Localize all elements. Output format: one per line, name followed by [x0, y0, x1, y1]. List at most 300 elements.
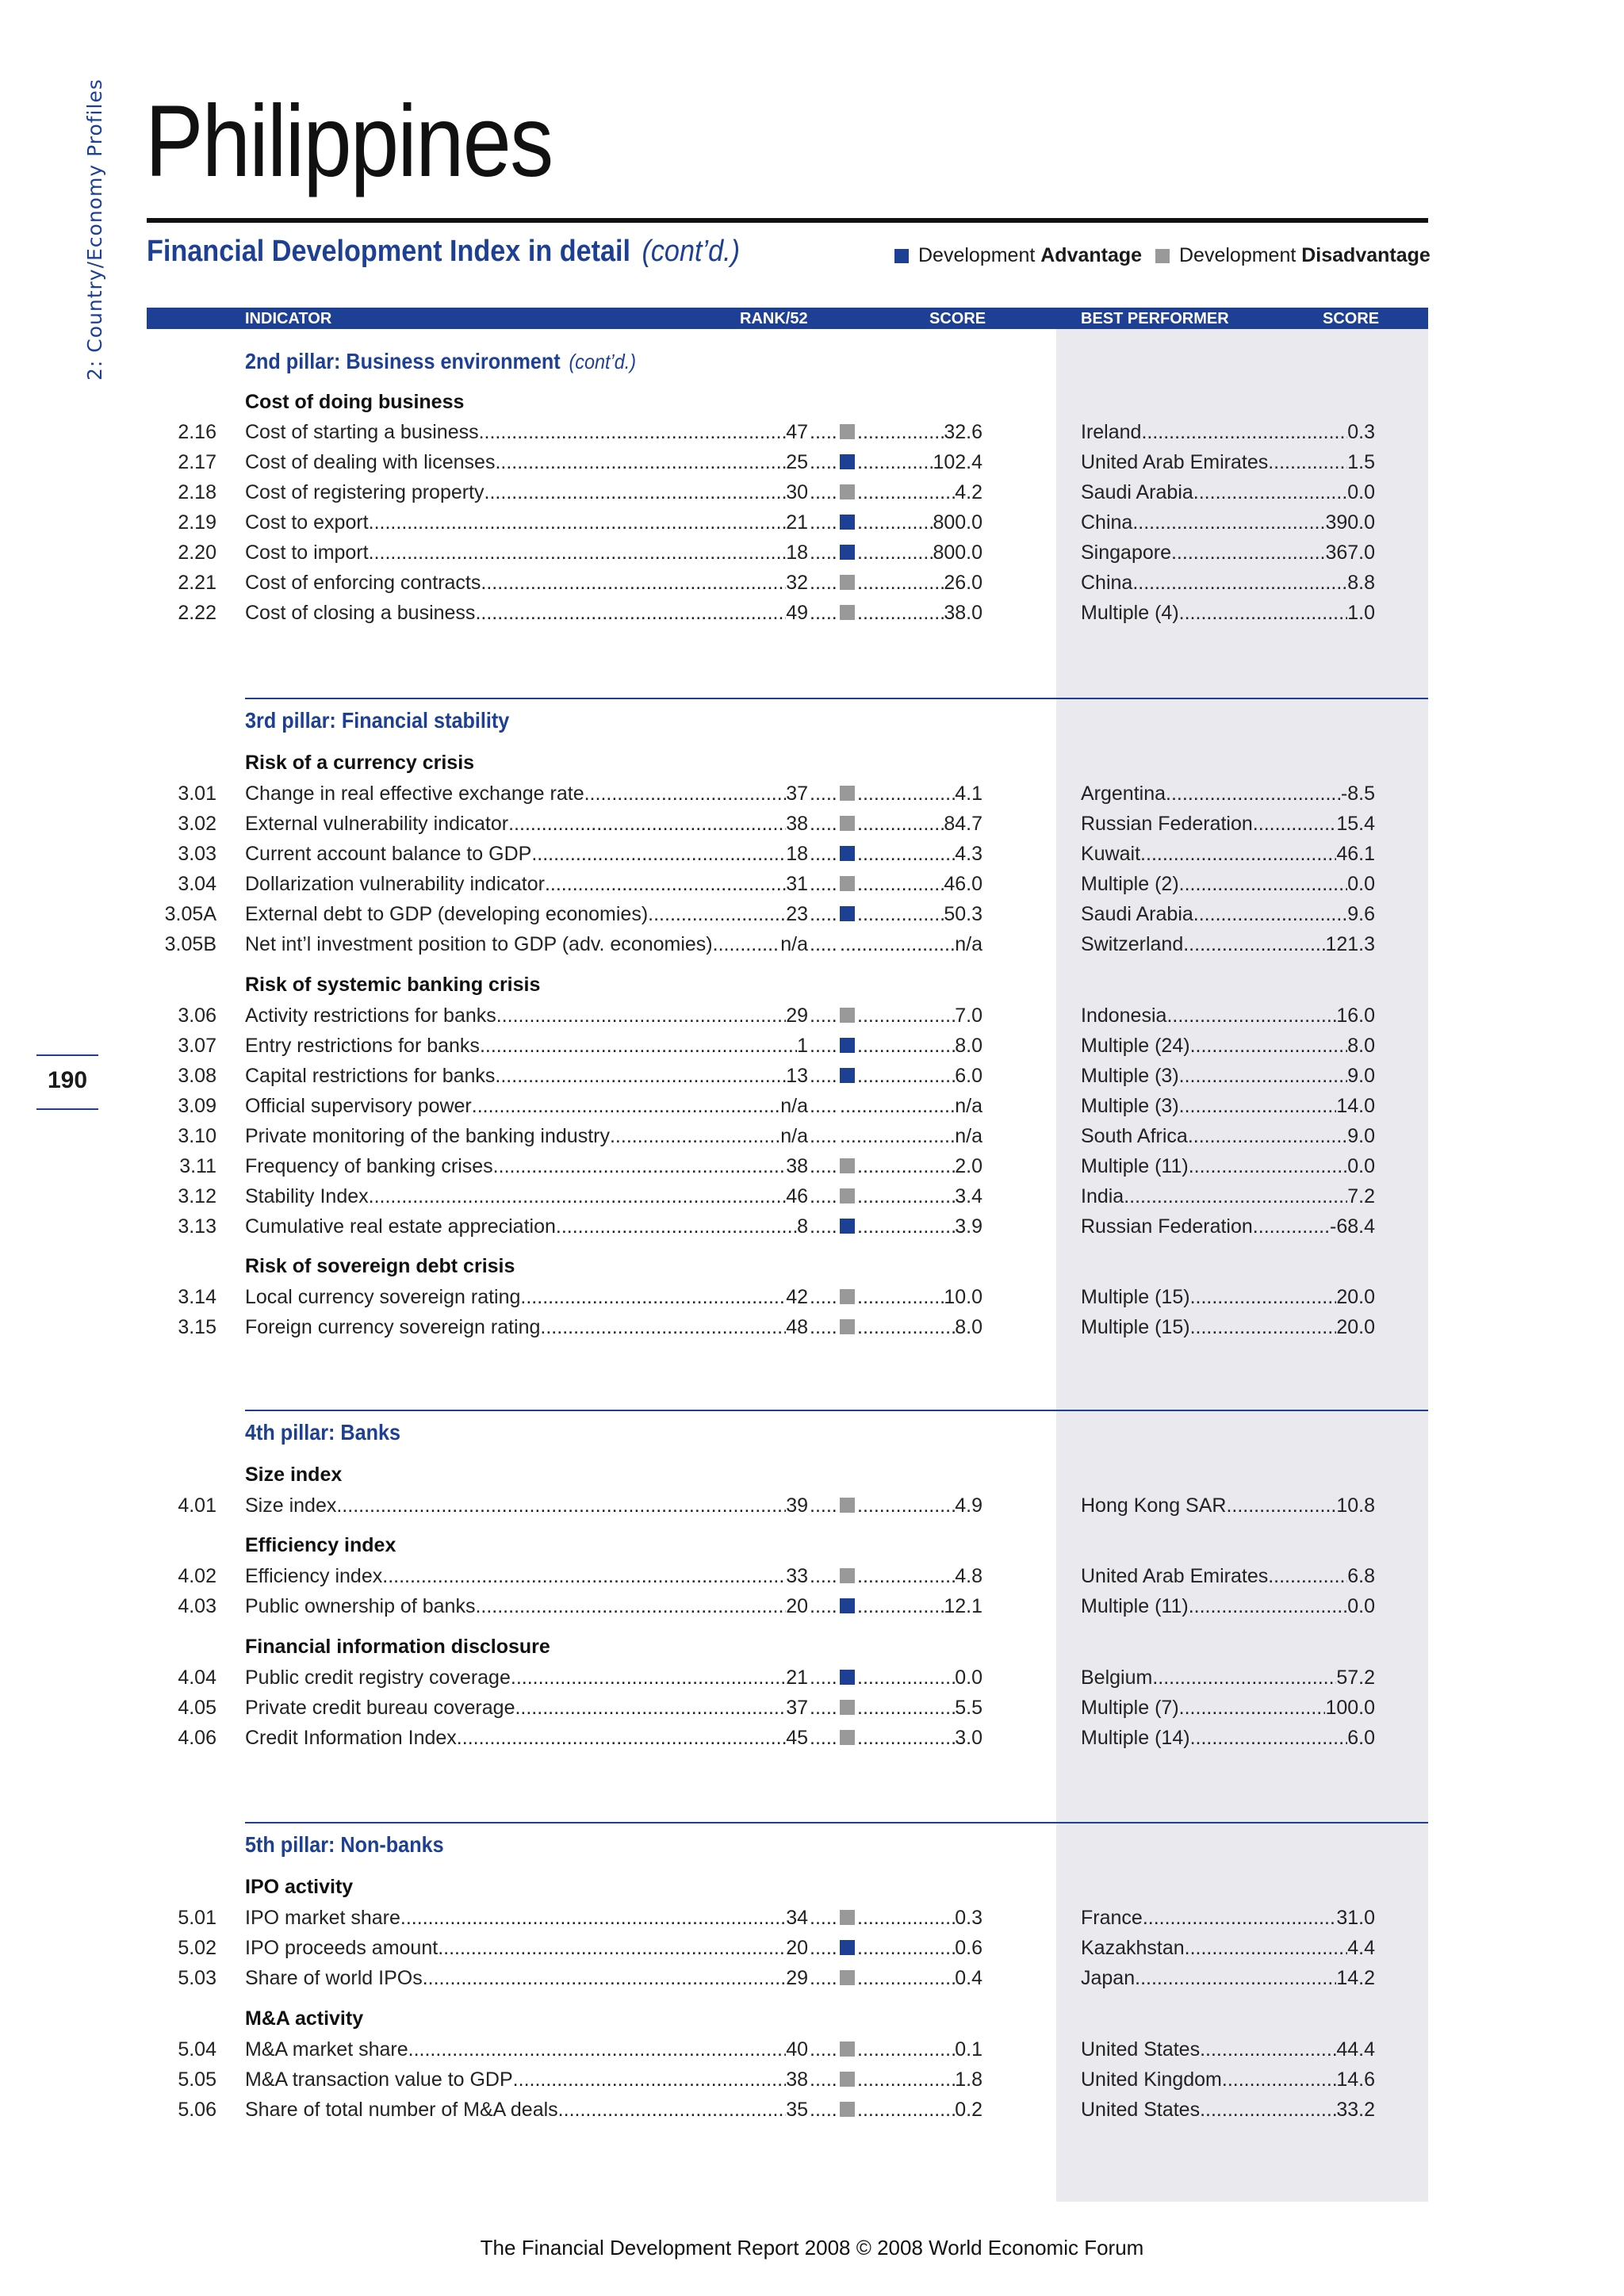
best-performer: United States	[1081, 2099, 1201, 2121]
table-row	[0, 1212, 1624, 1241]
indicator-score-cell	[857, 1904, 982, 1932]
best-performer-score: 0.0	[1347, 1595, 1375, 1617]
indicator-score-cell	[857, 508, 982, 537]
indicator-score: 7.0	[955, 1004, 982, 1027]
legend-dis-prefix: Development	[1179, 244, 1302, 266]
indicator-leader	[245, 930, 808, 959]
dot-leader	[810, 2035, 838, 2064]
indicator-name: External vulnerability indicator	[245, 813, 509, 835]
indicator-rank: 32	[786, 572, 808, 594]
dot-leader	[558, 2095, 787, 2124]
dot-leader	[857, 2065, 955, 2094]
best-performer: France	[1081, 1907, 1143, 1929]
indicator-number: 5.05	[178, 2068, 216, 2091]
dot-leader	[1140, 840, 1336, 868]
best-performer-cell	[1081, 1313, 1375, 1341]
indicator-rank: 30	[786, 481, 808, 503]
indicator-name: Credit Information Index	[245, 1727, 457, 1749]
table-row	[0, 1491, 1624, 1520]
best-performer: India	[1081, 1185, 1124, 1207]
dot-leader	[810, 1182, 838, 1211]
best-performer: Switzerland	[1081, 933, 1184, 955]
dot-leader	[857, 1934, 955, 1962]
indicator-score-cell	[857, 1934, 982, 1962]
subtitle-text: Financial Development Index in detail	[147, 235, 631, 268]
section-side-label: 2: Country/Economy Profiles	[83, 78, 106, 381]
dot-leader	[857, 870, 944, 898]
pillar-title: 3rd pillar: Financial stability	[245, 708, 510, 733]
dot-leader	[810, 1001, 838, 1030]
pillar-divider	[245, 1410, 1428, 1411]
indicator-score: 8.0	[955, 1316, 982, 1338]
table-row	[0, 1031, 1624, 1060]
disadvantage-square-icon	[840, 1498, 855, 1513]
dot-leader	[857, 538, 933, 567]
indicator-name: Cost of starting a business	[245, 421, 479, 443]
dot-leader	[1152, 1663, 1336, 1692]
best-performer: Russian Federation	[1081, 1215, 1253, 1238]
indicator-name: Cost to export	[245, 511, 369, 534]
dot-leader	[810, 1031, 838, 1060]
disadvantage-square-icon	[840, 575, 855, 590]
group-heading: M&A activity	[245, 2007, 364, 2030]
best-performer-score: 9.6	[1347, 903, 1375, 925]
dot-leader	[1124, 1182, 1347, 1211]
best-performer: Belgium	[1081, 1667, 1153, 1689]
best-performer: Saudi Arabia	[1081, 903, 1193, 925]
dot-leader	[857, 1031, 955, 1060]
best-performer-score: 15.4	[1336, 813, 1375, 835]
best-performer-cell	[1081, 1592, 1375, 1621]
dot-leader	[1193, 478, 1347, 507]
indicator-leader	[245, 1212, 808, 1241]
best-performer-score: 31.0	[1336, 1907, 1375, 1929]
indicator-name: Change in real effective exchange rate	[245, 783, 584, 805]
indicator-number: 3.15	[178, 1316, 216, 1338]
disadvantage-square-icon	[840, 816, 855, 831]
indicator-score: 12.1	[944, 1595, 982, 1617]
table-row	[0, 1152, 1624, 1181]
indicator-name: Entry restrictions for banks	[245, 1035, 480, 1057]
advantage-square-icon	[840, 545, 855, 560]
page-number: 190	[47, 1067, 88, 1093]
dot-leader	[336, 1491, 786, 1520]
indicator-leader	[245, 1693, 808, 1722]
table-row	[0, 840, 1624, 868]
group-heading: Cost of doing business	[245, 391, 465, 413]
dot-leader	[810, 568, 838, 597]
group-heading: Efficiency index	[245, 1534, 396, 1556]
indicator-score-cell	[857, 779, 982, 808]
indicator-name: Foreign currency sovereign rating	[245, 1316, 541, 1338]
best-performer-cell	[1081, 1212, 1375, 1241]
best-performer: Japan	[1081, 1967, 1136, 1989]
table-row	[0, 1182, 1624, 1211]
indicator-rank: 25	[786, 451, 808, 473]
best-performer-cell	[1081, 2095, 1375, 2124]
subtitle-cont: (cont’d.)	[642, 235, 740, 268]
table-row	[0, 1122, 1624, 1150]
indicator-rank: 46	[786, 1185, 808, 1207]
disadvantage-square-icon	[1155, 249, 1170, 263]
indicator-score-cell	[857, 1592, 982, 1621]
best-performer-score: 44.4	[1336, 2038, 1375, 2061]
indicator-score-cell	[857, 1724, 982, 1752]
indicator-number: 3.01	[178, 783, 216, 805]
disadvantage-square-icon	[840, 2102, 855, 2117]
dot-leader	[1185, 1934, 1348, 1962]
indicator-name: Current account balance to GDP	[245, 843, 532, 865]
indicator-score: 800.0	[933, 511, 982, 534]
indicator-score-cell	[857, 809, 982, 838]
disadvantage-square-icon	[840, 1188, 855, 1203]
dot-leader	[438, 1934, 786, 1962]
indicator-number: 4.03	[178, 1595, 216, 1617]
indicator-rank: 18	[786, 843, 808, 865]
dot-leader	[810, 1693, 838, 1722]
group-heading: Size index	[245, 1464, 343, 1486]
best-performer: Multiple (4)	[1081, 602, 1179, 624]
dot-leader	[382, 1562, 786, 1590]
best-performer-cell	[1081, 840, 1375, 868]
indicator-number: 3.05A	[164, 903, 216, 925]
indicator-number: 2.22	[178, 602, 216, 624]
indicator-leader	[245, 1934, 808, 1962]
indicator-rank: 29	[786, 1967, 808, 1989]
indicator-rank: 31	[786, 873, 808, 895]
legend-dis-bold: Disadvantage	[1301, 244, 1431, 266]
dot-leader	[1166, 1001, 1336, 1030]
indicator-leader	[245, 478, 808, 507]
advantage-square-icon	[840, 1940, 855, 1955]
indicator-score: 4.3	[955, 843, 982, 865]
dot-leader	[1193, 900, 1347, 928]
best-performer-score: -8.5	[1340, 783, 1375, 805]
best-performer: Multiple (3)	[1081, 1095, 1179, 1117]
dot-leader	[1268, 448, 1347, 476]
dot-leader	[515, 1693, 786, 1722]
indicator-score: 0.4	[955, 1967, 982, 1989]
dot-leader	[1189, 1152, 1348, 1181]
dot-leader	[610, 1122, 780, 1150]
best-performer: Multiple (7)	[1081, 1697, 1179, 1719]
dot-leader	[810, 1212, 838, 1241]
indicator-name: Share of total number of M&A deals	[245, 2099, 558, 2121]
indicator-rank: 23	[786, 903, 808, 925]
indicator-number: 4.05	[178, 1697, 216, 1719]
best-performer-score: 14.2	[1336, 1967, 1375, 1989]
dot-leader	[810, 1663, 838, 1692]
dot-leader	[857, 809, 944, 838]
indicator-rank: 34	[786, 1907, 808, 1929]
dot-leader	[857, 1592, 944, 1621]
table-row	[0, 1092, 1624, 1120]
indicator-leader	[245, 1663, 808, 1692]
indicator-score-cell	[857, 478, 982, 507]
best-performer-cell	[1081, 1934, 1375, 1962]
indicator-leader	[245, 538, 808, 567]
advantage-square-icon	[840, 454, 855, 469]
indicator-leader	[245, 870, 808, 898]
table-header	[147, 308, 1428, 329]
best-performer-score: 33.2	[1336, 2099, 1375, 2121]
indicator-number: 5.02	[178, 1937, 216, 1959]
indicator-number: 3.03	[178, 843, 216, 865]
best-performer: Indonesia	[1081, 1004, 1167, 1027]
dot-leader	[520, 1283, 786, 1311]
best-performer: South Africa	[1081, 1125, 1188, 1147]
best-performer: Multiple (15)	[1081, 1316, 1190, 1338]
dot-leader	[369, 508, 787, 537]
dot-leader	[857, 478, 955, 507]
dot-leader	[1222, 2065, 1336, 2094]
dot-leader	[508, 809, 786, 838]
indicator-leader	[245, 1152, 808, 1181]
dot-leader	[810, 779, 838, 808]
indicator-score: 5.5	[955, 1697, 982, 1719]
pillar-title: 4th pillar: Banks	[245, 1420, 401, 1445]
indicator-score: 4.2	[955, 481, 982, 503]
indicator-leader	[245, 599, 808, 627]
indicator-name: Activity restrictions for banks	[245, 1004, 496, 1027]
indicator-score-cell	[840, 930, 982, 959]
best-performer: United States	[1081, 2038, 1201, 2061]
best-performer-cell	[1081, 1152, 1375, 1181]
indicator-leader	[245, 508, 808, 537]
indicator-score-cell	[857, 538, 982, 567]
indicator-name: Dollarization vulnerability indicator	[245, 873, 545, 895]
indicator-name: Efficiency index	[245, 1565, 383, 1587]
best-performer: Multiple (14)	[1081, 1727, 1190, 1749]
advantage-square-icon	[840, 515, 855, 530]
dot-leader	[495, 448, 786, 476]
indicator-rank: 13	[786, 1065, 808, 1087]
dot-leader	[1141, 418, 1347, 446]
dot-leader	[857, 1062, 955, 1090]
indicator-number: 3.05B	[164, 933, 216, 955]
best-performer-score: 0.0	[1347, 481, 1375, 503]
best-performer-cell	[1081, 1182, 1375, 1211]
pillar-heading	[245, 349, 636, 374]
indicator-rank: 39	[786, 1494, 808, 1517]
indicator-number: 3.11	[179, 1155, 216, 1177]
table-row	[0, 448, 1624, 476]
dot-leader	[475, 1592, 786, 1621]
indicator-rank: 20	[786, 1595, 808, 1617]
dot-leader	[513, 2065, 787, 2094]
indicator-number: 3.02	[178, 813, 216, 835]
table-row	[0, 418, 1624, 446]
advantage-square-icon	[840, 1219, 855, 1234]
dot-leader	[584, 779, 787, 808]
pillar-divider	[245, 698, 1428, 699]
indicator-rank: 29	[786, 1004, 808, 1027]
indicator-name: M&A transaction value to GDP	[245, 2068, 513, 2091]
dot-leader	[857, 1212, 955, 1241]
group-heading: Risk of sovereign debt crisis	[245, 1255, 515, 1277]
best-performer-cell	[1081, 1031, 1375, 1060]
best-performer-cell	[1081, 779, 1375, 808]
dot-leader	[1171, 538, 1325, 567]
dot-leader	[857, 508, 933, 537]
indicator-leader	[245, 779, 808, 808]
best-performer-score: 0.0	[1347, 873, 1375, 895]
indicator-name: Private credit bureau coverage	[245, 1697, 515, 1719]
indicator-name: Local currency sovereign rating	[245, 1286, 521, 1308]
best-performer-score: 20.0	[1336, 1286, 1375, 1308]
dot-leader	[495, 1062, 786, 1090]
table-row	[0, 930, 1624, 959]
indicator-score-cell	[857, 1313, 982, 1341]
dot-leader	[1226, 1491, 1336, 1520]
best-performer-score: 8.0	[1347, 1035, 1375, 1057]
legend-adv-prefix: Development	[918, 244, 1041, 266]
indicator-score-cell	[857, 2035, 982, 2064]
indicator-number: 2.21	[178, 572, 216, 594]
indicator-leader	[245, 1031, 808, 1060]
indicator-leader	[245, 1562, 808, 1590]
dot-leader	[1166, 779, 1341, 808]
group-heading: Financial information disclosure	[245, 1636, 550, 1658]
indicator-leader	[245, 1964, 808, 1992]
dot-leader	[472, 1092, 780, 1120]
best-performer-cell	[1081, 2035, 1375, 2064]
dot-leader	[485, 478, 787, 507]
indicator-number: 2.16	[178, 421, 216, 443]
best-performer: Argentina	[1081, 783, 1166, 805]
dot-leader	[810, 538, 838, 567]
indicator-score: 0.3	[955, 1907, 982, 1929]
table-row	[0, 599, 1624, 627]
indicator-leader	[245, 840, 808, 868]
dot-leader	[857, 568, 944, 597]
indicator-number: 2.19	[178, 511, 216, 534]
table-row	[0, 870, 1624, 898]
page-footer: The Financial Development Report 2008 © 2008 World Economic Forum	[480, 2236, 1144, 2260]
indicator-rank: 38	[786, 2068, 808, 2091]
indicator-score-cell	[857, 1283, 982, 1311]
dot-leader	[857, 2035, 955, 2064]
indicator-score-cell	[857, 870, 982, 898]
best-performer-score: 9.0	[1347, 1125, 1375, 1147]
indicator-rank: 45	[786, 1727, 808, 1749]
indicator-score: 26.0	[944, 572, 982, 594]
group-heading: Risk of a currency crisis	[245, 752, 475, 774]
disadvantage-square-icon	[840, 1700, 855, 1715]
pillar-cont: (cont’d.)	[569, 350, 637, 373]
table-row	[0, 900, 1624, 928]
dot-leader	[1188, 1122, 1347, 1150]
indicator-name: Net int’l investment position to GDP (adv. economies)	[245, 933, 713, 955]
indicator-number: 4.02	[178, 1565, 216, 1587]
indicator-leader	[245, 2095, 808, 2124]
best-performer-score: 14.0	[1336, 1095, 1375, 1117]
best-performer-cell	[1081, 1491, 1375, 1520]
dot-leader	[556, 1212, 797, 1241]
table-row	[0, 538, 1624, 567]
indicator-score-cell	[857, 1062, 982, 1090]
indicator-score: 0.6	[955, 1937, 982, 1959]
disadvantage-square-icon	[840, 2072, 855, 2087]
best-performer: Multiple (3)	[1081, 1065, 1179, 1087]
best-performer-score: 6.8	[1347, 1565, 1375, 1587]
disadvantage-square-icon	[840, 2042, 855, 2057]
best-performer-cell	[1081, 599, 1375, 627]
dot-leader	[810, 1092, 838, 1120]
best-performer-score: 20.0	[1336, 1316, 1375, 1338]
dot-leader	[857, 1904, 955, 1932]
header-best-performer: BEST PERFORMER	[1081, 310, 1229, 327]
table-row	[0, 2035, 1624, 2064]
dot-leader	[810, 930, 838, 959]
advantage-square-icon	[840, 906, 855, 921]
page-title: Philippines	[145, 85, 553, 198]
table-row	[0, 1904, 1624, 1932]
dot-leader	[1135, 1964, 1336, 1992]
best-performer-score: 16.0	[1336, 1004, 1375, 1027]
table-row	[0, 1313, 1624, 1341]
legend-advantage	[894, 244, 1142, 267]
dot-leader	[840, 930, 955, 959]
indicator-score: 6.0	[955, 1065, 982, 1087]
dot-leader	[810, 1062, 838, 1090]
indicator-score-cell	[857, 2095, 982, 2124]
best-performer-cell	[1081, 1562, 1375, 1590]
best-performer-cell	[1081, 1001, 1375, 1030]
best-performer-cell	[1081, 1904, 1375, 1932]
indicator-rank: 40	[786, 2038, 808, 2061]
pillar-title: 5th pillar: Non-banks	[245, 1832, 444, 1857]
best-performer-cell	[1081, 1964, 1375, 1992]
best-performer-cell	[1081, 1062, 1375, 1090]
advantage-square-icon	[840, 1038, 855, 1053]
indicator-score: 0.1	[955, 2038, 982, 2061]
indicator-score: 8.0	[955, 1035, 982, 1057]
indicator-name: IPO market share	[245, 1907, 400, 1929]
indicator-number: 3.09	[178, 1095, 216, 1117]
indicator-score: 50.3	[944, 903, 982, 925]
dot-leader	[540, 1313, 786, 1341]
indicator-score-cell	[857, 1182, 982, 1211]
dot-leader	[857, 1724, 955, 1752]
indicator-number: 3.04	[178, 873, 216, 895]
indicator-number: 4.06	[178, 1727, 216, 1749]
indicator-rank: 37	[786, 783, 808, 805]
dot-leader	[810, 870, 838, 898]
dot-leader	[810, 418, 838, 446]
table-row	[0, 1592, 1624, 1621]
dot-leader	[479, 418, 787, 446]
indicator-score: 3.4	[955, 1185, 982, 1207]
indicator-name: Share of world IPOs	[245, 1967, 423, 1989]
dot-leader	[857, 1491, 955, 1520]
header-best-score: SCORE	[1323, 310, 1380, 327]
dot-leader	[1179, 870, 1348, 898]
indicator-score-cell	[857, 1663, 982, 1692]
indicator-name: Stability Index	[245, 1185, 369, 1207]
dot-leader	[810, 508, 838, 537]
indicator-score-cell	[857, 1001, 982, 1030]
dot-leader	[810, 1491, 838, 1520]
disadvantage-square-icon	[840, 1008, 855, 1023]
dot-leader	[857, 1313, 955, 1341]
indicator-name: Cost of enforcing contracts	[245, 572, 481, 594]
indicator-leader	[245, 1283, 808, 1311]
indicator-leader	[245, 418, 808, 446]
header-score: SCORE	[929, 310, 986, 327]
best-performer: Russian Federation	[1081, 813, 1253, 835]
indicator-score: 1.8	[955, 2068, 982, 2091]
